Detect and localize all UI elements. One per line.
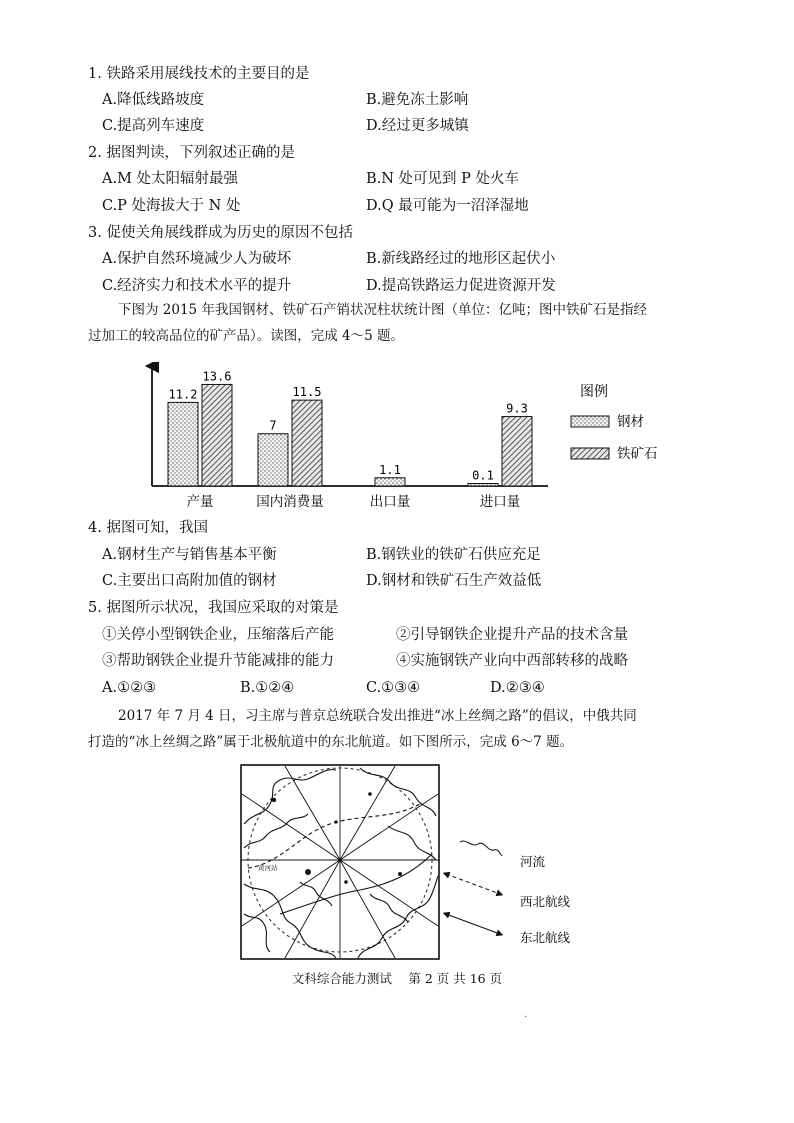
q4-option-d: D.钢材和铁矿石生产效益低 [366, 573, 542, 589]
q4-option-b: B.钢铁业的铁矿石供应充足 [366, 547, 541, 563]
q5-item-4: ④实施钢铁产业向中西部转移的战略 [396, 653, 628, 669]
question-4-stem: 4. 据图可知，我国 [88, 520, 208, 536]
legend-label-ore: 铁矿石 [617, 446, 658, 461]
q5-choice-a: A.①②③ [102, 680, 157, 696]
arctic-map [240, 764, 440, 960]
bar-steel-1 [258, 434, 288, 486]
legend-swatch-steel [571, 416, 609, 427]
q1-option-a: A.降低线路坡度 [102, 92, 205, 108]
bar-value-label: 7 [269, 418, 277, 433]
q5-item-3: ③帮助钢铁企业提升节能减排的能力 [102, 653, 334, 669]
q2-option-c: C.P 处海拔大于 N 处 [102, 198, 241, 214]
q3-option-c: C.经济实力和技术水平的提升 [102, 278, 292, 294]
question-5-stem: 5. 据图所示状况，我国应采取的对策是 [88, 600, 339, 616]
q5-choice-c: C.①③④ [366, 680, 421, 696]
chart-intro-line-2: 过加工的较高品位的矿产品）。读图，完成 4～5 题。 [88, 328, 405, 344]
q3-option-b: B.新线路经过的地形区起伏小 [366, 251, 556, 267]
bar-ore-0 [202, 384, 232, 486]
legend-title: 图例 [580, 383, 608, 399]
q2-option-d: D.Q 最可能为一沼泽湿地 [366, 198, 529, 214]
bar-chart [140, 362, 700, 512]
legend-river-label: 河流 [520, 854, 546, 869]
bar-steel-2 [375, 478, 405, 486]
category-label: 进口量 [479, 494, 521, 510]
legend-river-line [460, 841, 502, 856]
q5-item-1: ①关停小型钢铁企业，压缩落后产能 [102, 627, 334, 643]
category-label: 产量 [186, 494, 214, 510]
map-legend [440, 830, 640, 950]
chart-intro-line-1: 下图为 2015 年我国钢材、铁矿石产销状况柱状统计图（单位：亿吨；图中铁矿石是指经 [118, 302, 647, 318]
q2-option-b: B.N 处可见到 P 处火车 [366, 171, 520, 187]
bar-value-label: 11.2 [168, 387, 198, 402]
bar-value-label: 1.1 [379, 462, 401, 477]
category-label: 国内消费量 [256, 494, 324, 510]
legend-swatch-ore [571, 448, 609, 459]
legend-northeast-line [446, 914, 500, 934]
category-label: 出口量 [369, 494, 411, 510]
legend-northwest-label: 西北航线 [520, 894, 571, 909]
q2-option-a: A.M 处太阳辐射最强 [102, 171, 239, 187]
q3-option-a: A.保护自然环境减少人为破坏 [102, 251, 292, 267]
q5-choice-b: B.①②④ [240, 680, 295, 696]
map-legend-svg [440, 830, 640, 950]
bar-steel-3 [468, 484, 498, 487]
bar-value-label: 11.5 [292, 385, 322, 400]
q1-option-d: D.经过更多城镇 [366, 118, 469, 134]
map-intro-line-2: 打造的“冰上丝绸之路”属于北极航道中的东北航道。如下图所示，完成 6～7 题。 [88, 734, 574, 750]
bar-chart-svg [140, 362, 700, 512]
map-intro-line-1: 2017 年 7 月 4 日，习主席与普京总统联合发出推进“冰上丝绸之路”的倡议，中俄共同 [118, 708, 637, 724]
question-3-stem: 3. 促使关角展线群成为历史的原因不包括 [88, 225, 353, 241]
bar-ore-1 [292, 400, 322, 486]
q5-choice-d: D.②③④ [490, 680, 545, 696]
q4-option-a: A.钢材生产与销售基本平衡 [102, 547, 277, 563]
scan-speck: · [524, 1012, 528, 1023]
legend-label-steel: 钢材 [617, 414, 644, 429]
question-2-stem: 2. 据图判读，下列叙述正确的是 [88, 145, 295, 161]
bar-value-label: 13.6 [202, 369, 232, 384]
legend-northeast-label: 东北航线 [520, 930, 571, 945]
q1-option-c: C.提高列车速度 [102, 118, 205, 134]
bar-value-label: 9.3 [506, 401, 528, 416]
arctic-map-svg [240, 764, 440, 960]
q5-item-2: ②引导钢铁企业提升产品的技术含量 [396, 627, 628, 643]
station-label: 黄河站 [258, 864, 278, 872]
bar-ore-3 [502, 417, 532, 486]
question-1-stem: 1. 铁路采用展线技术的主要目的是 [88, 66, 310, 82]
q1-option-b: B.避免冻土影响 [366, 92, 469, 108]
bar-value-label: 0.1 [472, 468, 494, 483]
legend-northwest-line [446, 874, 500, 894]
bar-steel-0 [168, 402, 198, 486]
page-footer: 文科综合能力测试 第 2 页 共 16 页 [291, 971, 503, 986]
q3-option-d: D.提高铁路运力促进资源开发 [366, 278, 556, 294]
q4-option-c: C.主要出口高附加值的钢材 [102, 573, 277, 589]
